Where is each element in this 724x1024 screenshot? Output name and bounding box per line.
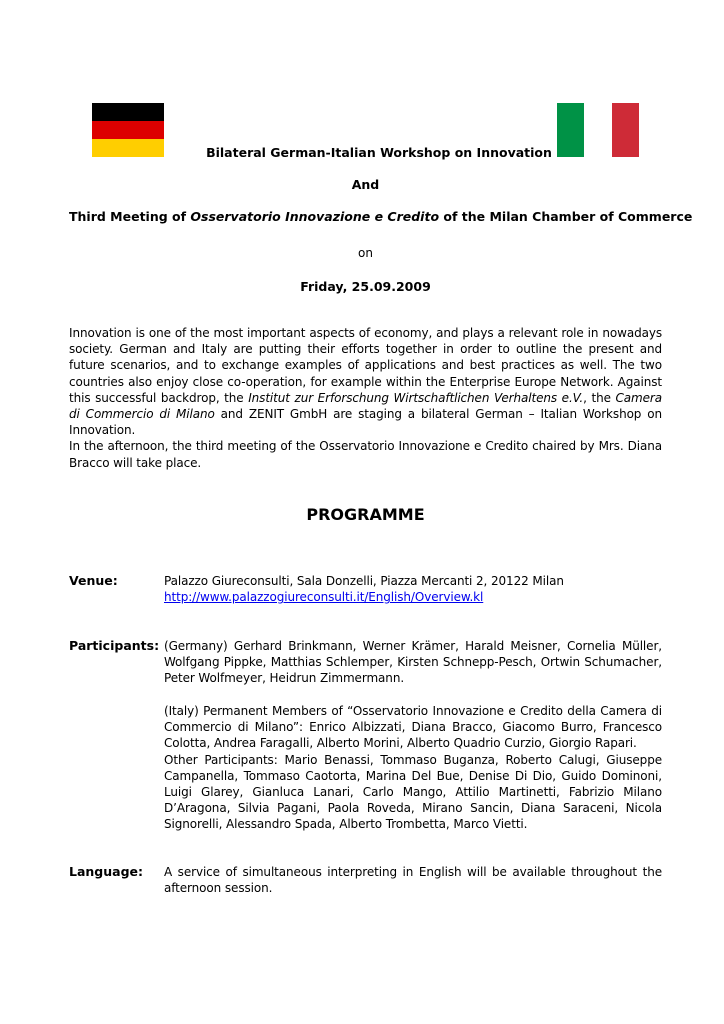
intro-p1-italic1: Institut zur Erforschung Wirtschaftlichen Verhaltens e.V. (248, 390, 584, 405)
venue-text: Palazzo Giureconsulti, Sala Donzelli, Piazza Mercanti 2, 20122 Milan (164, 574, 564, 588)
event-date: Friday, 25.09.2009 (300, 279, 431, 294)
meeting-title-suffix: of the Milan Chamber of Commerce (439, 209, 693, 224)
participants-label: Participants: (69, 638, 160, 653)
programme-title: PROGRAMME (306, 505, 425, 524)
meeting-title-italic: Osservatorio Innovazione e Credito (190, 209, 440, 224)
meeting-title-prefix: Third Meeting of (69, 209, 191, 224)
intro-paragraph-2: In the afternoon, the third meeting of the Osservatorio Innovazione e Credito chaired by Mrs. Diana Bracco will take place. (69, 439, 662, 470)
meeting-title (69, 209, 693, 224)
venue-link[interactable]: http://www.palazzogiureconsulti.it/English/Overview.kl (164, 590, 484, 605)
intro-p1-italic2: Camera di Commercio di Milano (69, 390, 662, 422)
venue-value (164, 573, 662, 605)
participants-germany: (Germany) Gerhard Brinkmann, Werner Krämer, Harald Meisner, Cornelia Müller, Wolfgang Pippke, Matthias Schlemper, Kirsten Schnepp-Pesch, Ortwin Schumacher, Peter Wolfmeyer, Heidrun Zimmermann. (164, 639, 662, 686)
language-label: Language: (69, 864, 144, 879)
header-on: on (358, 246, 373, 260)
intro-paragraph-1 (69, 325, 662, 438)
participants-italy: (Italy) Permanent Members of “Osservatorio Innovazione e Credito della Camera di Commercio di Milano”: Enrico Albizzati, Diana Bracco, Giacomo Burro, Francesco Colotta, Andrea Faragalli, Alberto Morini, Alberto Quadrio Curzio, Giorgio Rapari. (164, 704, 662, 751)
header-and: And (351, 177, 380, 192)
germany-flag-stripe-red (92, 121, 164, 139)
venue-label: Venue: (69, 573, 118, 588)
intro-p1-a: Innovation is one of the most important aspects of economy, and plays a relevant role in nowadays society. German and Italy are putting their efforts together in order to outline the present and future scenarios, and to exchange examples of applications and best practices as well. The two countries also enjoy close co-operation, for example within the Enterprise Europe Network. Against this successful backdrop, the (69, 326, 662, 405)
participants-italy-block (164, 703, 662, 833)
intro-p1-c: and ZENIT GmbH are staging a bilateral German – Italian Workshop on Innovation. (69, 407, 662, 438)
language-text: A service of simultaneous interpreting in English will be available throughout the afternoon session. (164, 865, 662, 896)
intro-p1-b: , the (583, 390, 616, 405)
workshop-title: Bilateral German-Italian Workshop on Innovation (206, 145, 552, 160)
germany-flag-stripe-black (92, 103, 164, 121)
intro-text (69, 325, 662, 471)
participants-other: Other Participants: Mario Benassi, Tommaso Buganza, Roberto Calugi, Giuseppe Campanella, Tommaso Caotorta, Marina Del Bue, Denise Di Dio, Guido Dominoni, Luigi Glarey, Gianluca Lanari, Carlo Mango, Attilio Martinetti, Fabrizio Milano D’Aragona, Silvia Pagani, Paola Roveda, Mirano Sancin, Diana Saraceni, Nicola Signorelli, Alessandro Spada, Alberto Trombetta, Marco Vietti. (164, 752, 662, 832)
